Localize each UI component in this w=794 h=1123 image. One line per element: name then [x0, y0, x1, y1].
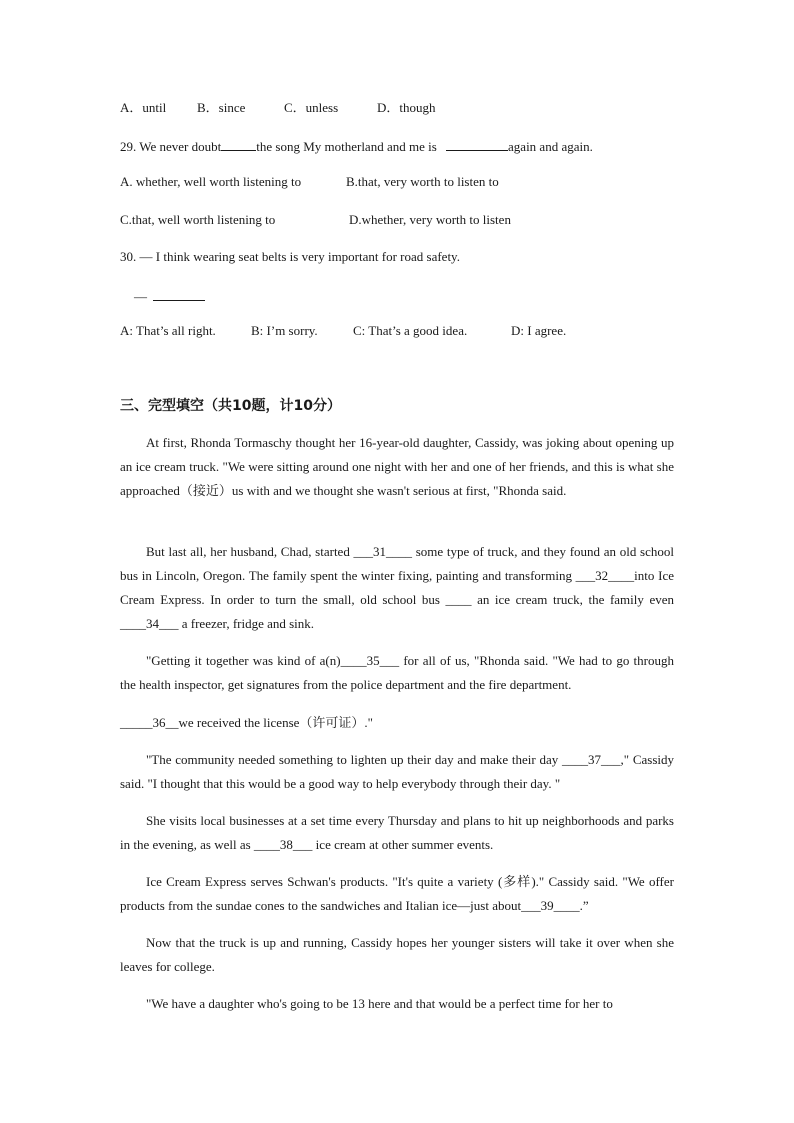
- passage-paragraph-3: "Getting it together was kind of a(n)____35___ for all of us, "Rhonda said. "We had to go through the health inspector, get signatures from the police department and the fire department.: [120, 653, 674, 692]
- q29-stem: [120, 136, 675, 156]
- q29-stem-post: again and again.: [508, 139, 593, 154]
- passage-paragraph-9: "We have a daughter who's going to be 13 here and that would be a perfect time for her to: [146, 996, 613, 1011]
- q30-option-a: A: That’s all right.: [120, 323, 216, 338]
- passage-paragraph-5: "The community needed something to lighten up their day and make their day ____37___," Cassidy said. "I thought that this would be a good way to help everybody through their day. ": [120, 752, 674, 791]
- q30-reply: [134, 286, 689, 306]
- q30-option-c: C: That’s a good idea.: [353, 323, 468, 338]
- q29-option-b: B.that, very worth to listen to: [346, 174, 499, 189]
- q28-option-b: B．since: [197, 100, 246, 115]
- q28-option-a: A．until: [120, 100, 167, 115]
- passage-paragraph-2: But last all, her husband, Chad, started ___31____ some type of truck, and they found an old school bus in Lincoln, Oregon. The family spent the winter fixing, painting and transforming ___32____into Ice Cream Express. In order to turn the small, old school bus ____ an ice cream truck, the family even ____34___ a freezer, fridge and sink.: [120, 544, 674, 631]
- passage-paragraph-4: _____36__we received the license（许可证）.": [120, 715, 373, 730]
- q29-blank-1: [221, 136, 256, 151]
- passage-paragraph-7: Ice Cream Express serves Schwan's products. "It's quite a variety (多样)." Cassidy said. "We offer products from the sundae cones to the sandwiches and Italian ice—just about___39____.”: [120, 874, 674, 913]
- q28-option-c: C．unless: [284, 100, 339, 115]
- section-heading: 三、完型填空（共10题，计10分）: [120, 398, 341, 414]
- q30-reply-blank: [153, 286, 205, 301]
- passage-paragraph-6: She visits local businesses at a set time every Thursday and plans to hit up neighborhoods and parks in the evening, as well as ____38___ ice cream at other summer events.: [120, 813, 674, 852]
- q29-stem-mid: the song My motherland and me is: [256, 139, 441, 154]
- q28-option-d: D．though: [377, 100, 436, 115]
- q29-option-c: C.that, well worth listening to: [120, 212, 276, 227]
- q29-blank-2: [446, 136, 508, 151]
- q30-option-b: B: I’m sorry.: [251, 323, 318, 338]
- q29-option-d: D.whether, very worth to listen: [349, 212, 511, 227]
- q29-stem-pre: 29. We never doubt: [120, 139, 222, 154]
- passage-paragraph-1: At first, Rhonda Tormaschy thought her 16-year-old daughter, Cassidy, was joking about opening up an ice cream truck. "We were sitting around one night with her and one of her friends, and this is what she approached（接近）us with and we thought she wasn't serious at first, "Rhonda said.: [120, 435, 674, 498]
- q29-option-a: A. whether, well worth listening to: [120, 174, 302, 189]
- passage-paragraph-8: Now that the truck is up and running, Cassidy hopes her younger sisters will take it over when she leaves for college.: [120, 935, 674, 974]
- q30-reply-dash: —: [134, 289, 147, 304]
- q30-option-d: D: I agree.: [511, 323, 567, 338]
- q30-stem: 30. — I think wearing seat belts is very important for road safety.: [120, 249, 460, 264]
